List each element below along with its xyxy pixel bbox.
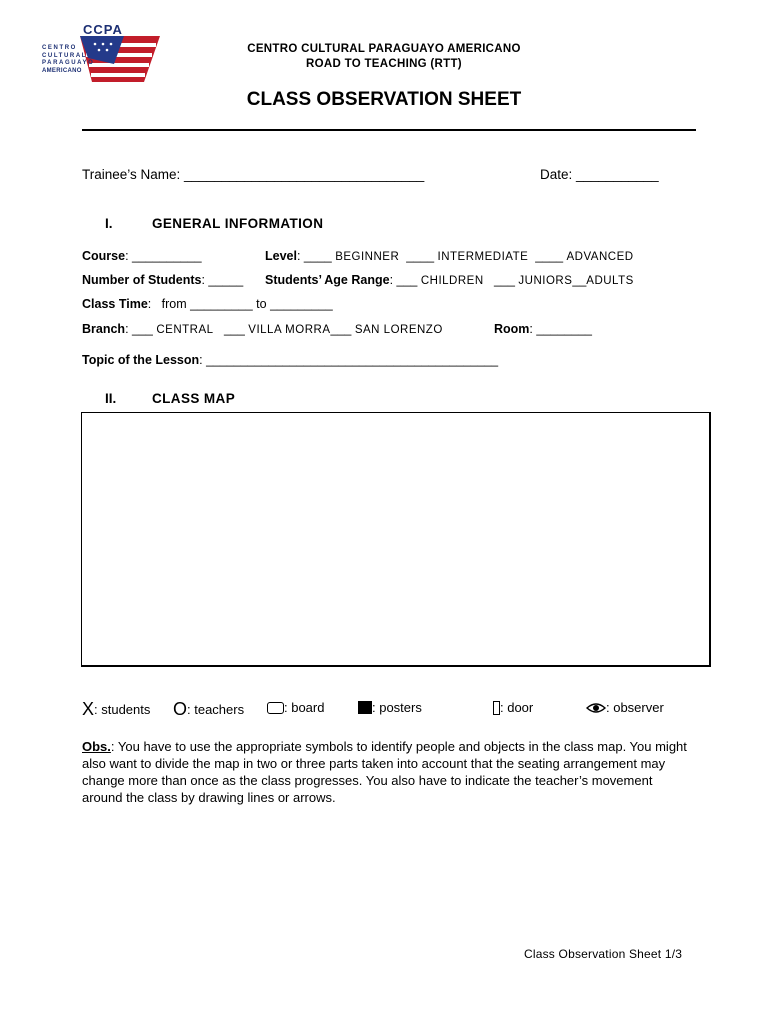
legend-students: [82, 700, 150, 718]
age-option-children: CHILDREN: [420, 275, 484, 287]
legend-posters: [358, 700, 422, 715]
students-label: Number of Students: [82, 273, 202, 287]
age-option-adults: ADULTS: [586, 275, 634, 287]
branch-label: Branch: [82, 322, 126, 336]
topic-field[interactable]: [82, 353, 498, 367]
page-title: CLASS OBSERVATION SHEET: [246, 89, 522, 110]
room-field[interactable]: [494, 322, 592, 336]
level-blank: ____: [399, 249, 438, 263]
legend-label: : teachers: [187, 701, 245, 717]
logo-acronym: CCPA: [83, 22, 123, 37]
course-field[interactable]: [82, 249, 202, 263]
legend-label: : door: [500, 700, 534, 715]
branch-blank: ___: [330, 322, 355, 336]
age-range-label: Students’ Age Range: [265, 273, 390, 287]
age-option-juniors: JUNIORS: [518, 275, 573, 287]
course-blank: : __________: [125, 249, 202, 263]
students-symbol-icon: X: [82, 699, 95, 719]
students-blank: : _____: [201, 273, 247, 287]
topic-blank: : __________________________________________: [199, 353, 499, 367]
branch-option-villa-morra: VILLA MORRA: [248, 324, 331, 336]
trainee-name-field[interactable]: Trainee’s Name: ________________________________: [82, 167, 425, 182]
class-time-blank: : from _________ to _________: [147, 297, 333, 311]
level-option-advanced: ADVANCED: [566, 251, 634, 263]
poster-icon: [358, 701, 372, 714]
age-blank: ___: [483, 273, 519, 287]
class-time-label: Class Time: [82, 297, 148, 311]
logo-line: CENTRO: [42, 45, 77, 51]
room-label: Room: [494, 322, 530, 336]
class-time-field[interactable]: [82, 297, 333, 311]
legend-teachers: [173, 700, 244, 718]
observation-note: [82, 738, 688, 806]
ccpa-logo: [40, 24, 162, 88]
program-name: ROAD TO TEACHING (RTT): [306, 58, 462, 70]
level-option-beginner: BEGINNER: [335, 251, 400, 263]
legend-board: [267, 700, 324, 715]
teachers-symbol-icon: O: [173, 699, 188, 719]
level-blank: ____: [528, 249, 567, 263]
room-blank: : ________: [529, 322, 592, 336]
age-blank: __: [572, 273, 587, 287]
course-label: Course: [82, 249, 126, 263]
students-field[interactable]: [82, 273, 247, 287]
branch-blank: : ___: [125, 322, 157, 336]
eye-icon: [586, 702, 606, 714]
level-option-intermediate: INTERMEDIATE: [437, 251, 529, 263]
class-map-area[interactable]: [81, 412, 711, 667]
page-footer: Class Observation Sheet 1/3: [524, 947, 683, 961]
obs-text: : You have to use the appropriate symbols to identify people and objects in the class map. You might also want to divide the map in two or three parts taken into account that the seating arrangement may change more than once as the class progresses. You also have to indicate the teacher’s movement around the class by drawing lines or arrows.: [82, 739, 687, 805]
legend-observer: [586, 700, 664, 715]
section-title: GENERAL INFORMATION: [152, 216, 324, 231]
section-number: II.: [105, 391, 117, 406]
board-icon: [267, 702, 284, 714]
door-icon: [493, 701, 500, 715]
org-name: CENTRO CULTURAL PARAGUAYO AMERICANO: [247, 43, 521, 55]
logo-line: CULTURAL: [42, 52, 88, 59]
section-title: CLASS MAP: [152, 391, 236, 406]
age-range-field[interactable]: [265, 273, 634, 287]
obs-label: Obs.: [82, 739, 111, 754]
legend-label: : students: [94, 701, 151, 717]
date-field[interactable]: Date: ___________: [540, 167, 659, 182]
legend-door: [493, 700, 533, 715]
logo-line: AMERICANO: [42, 67, 82, 74]
legend-label: : posters: [372, 700, 422, 715]
branch-option-san-lorenzo: SAN LORENZO: [354, 324, 443, 336]
branch-option-central: CENTRAL: [156, 324, 214, 336]
level-blank: : ____: [296, 249, 336, 263]
branch-field[interactable]: [82, 322, 443, 336]
level-field[interactable]: [265, 249, 634, 263]
title-divider: [82, 129, 696, 131]
age-blank: : ___: [389, 273, 421, 287]
level-label: Level: [265, 249, 297, 263]
logo-line: PARAGUAYO: [42, 60, 95, 66]
branch-blank: ___: [213, 322, 249, 336]
section-number: I.: [105, 216, 113, 231]
topic-label: Topic of the Lesson: [82, 353, 200, 367]
legend-label: : observer: [606, 700, 664, 715]
legend-label: : board: [284, 700, 325, 715]
